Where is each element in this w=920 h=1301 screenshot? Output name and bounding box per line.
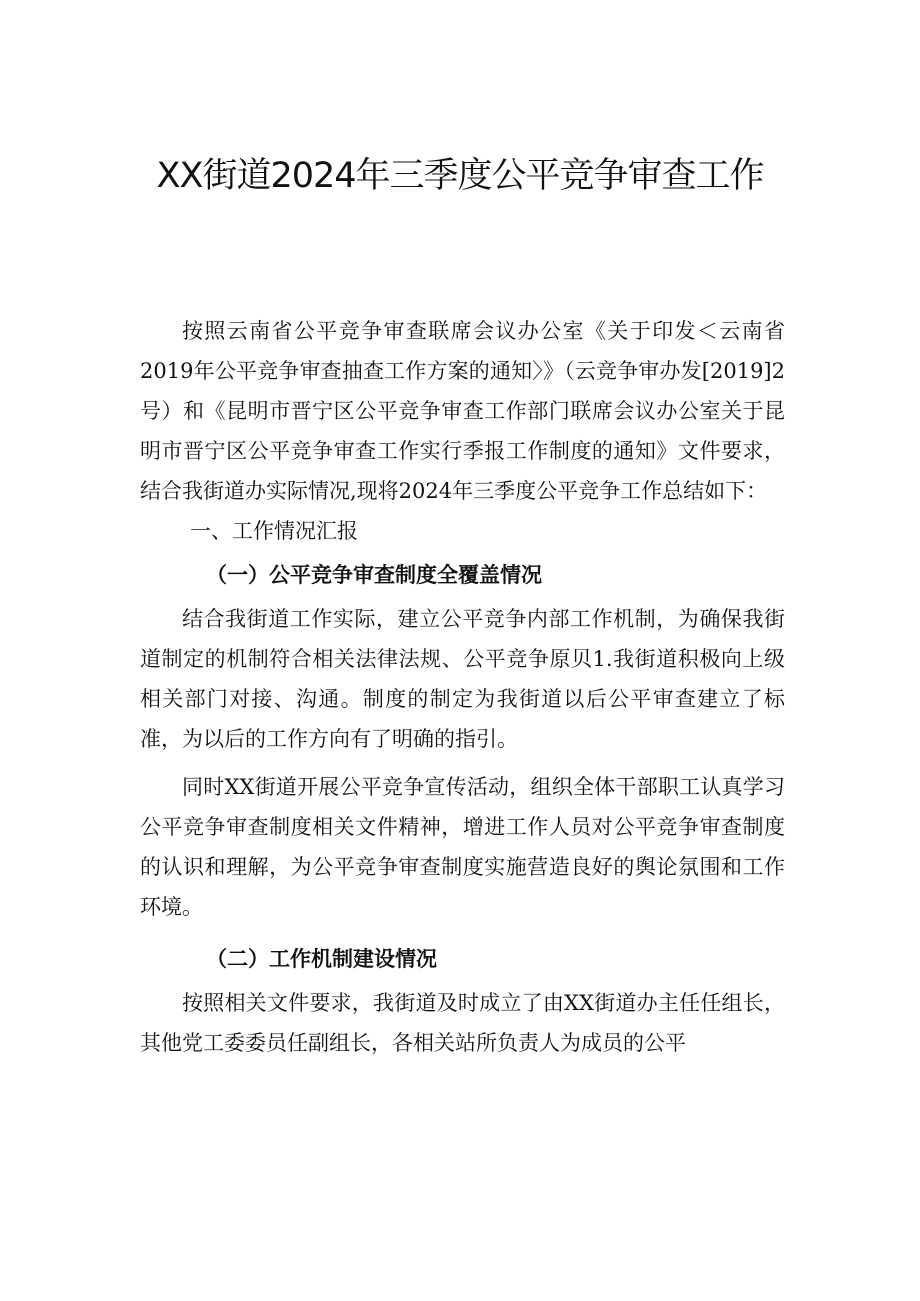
section-heading-work-report: 一、工作情况汇报 [190, 519, 358, 543]
paragraph-gap [140, 759, 785, 767]
coverage-paragraph-1: 结合我街道工作实际，建立公平竞争内部工作机制，为确保我街道制定的机制符合相关法律法规、公平竞争原贝1.我街道积极向上级相关部门对接、沟通。制度的制定为我街道以后公平审查建立了标准，为以后的工作方向有了明确的指引。 [140, 607, 785, 751]
mechanism-paragraph-1: 按照相关文件要求，我街道及时成立了由XX街道办主任任组长，其他党工委委员任副组长，各相关站所负责人为成员的公平 [140, 991, 785, 1055]
document-body [140, 311, 785, 1063]
coverage-paragraph-2: 同时XX街道开展公平竞争宣传活动，组织全体干部职工认真学习公平竞争审查制度相关文件精神，增进工作人员对公平竞争审查制度的认识和理解，为公平竞争审查制度实施营造良好的舆论氛围和工作环境。 [140, 775, 785, 919]
subsection-heading-coverage: （一）公平竞争审查制度全覆盖情况 [206, 562, 542, 587]
document-title: XX街道2024年三季度公平竞争审查工作 [156, 156, 764, 196]
paragraph-gap [140, 927, 785, 935]
subsection-heading-mechanism: （二）工作机制建设情况 [206, 946, 437, 971]
intro-paragraph: 按照云南省公平竞争审查联席会议办公室《关于印发＜云南省2019年公平竞争审查抽查工作方案的通知〉》（云竞争审办发[2019]2号）和《昆明市晋宁区公平竞争审查工作部门联席会议办公室关于昆明市晋宁区公平竞争审查工作实行季报工作制度的通知》文件要求，结合我街道办实际情况,现将2024年三季度公平竞争工作总结如下： [140, 319, 785, 503]
